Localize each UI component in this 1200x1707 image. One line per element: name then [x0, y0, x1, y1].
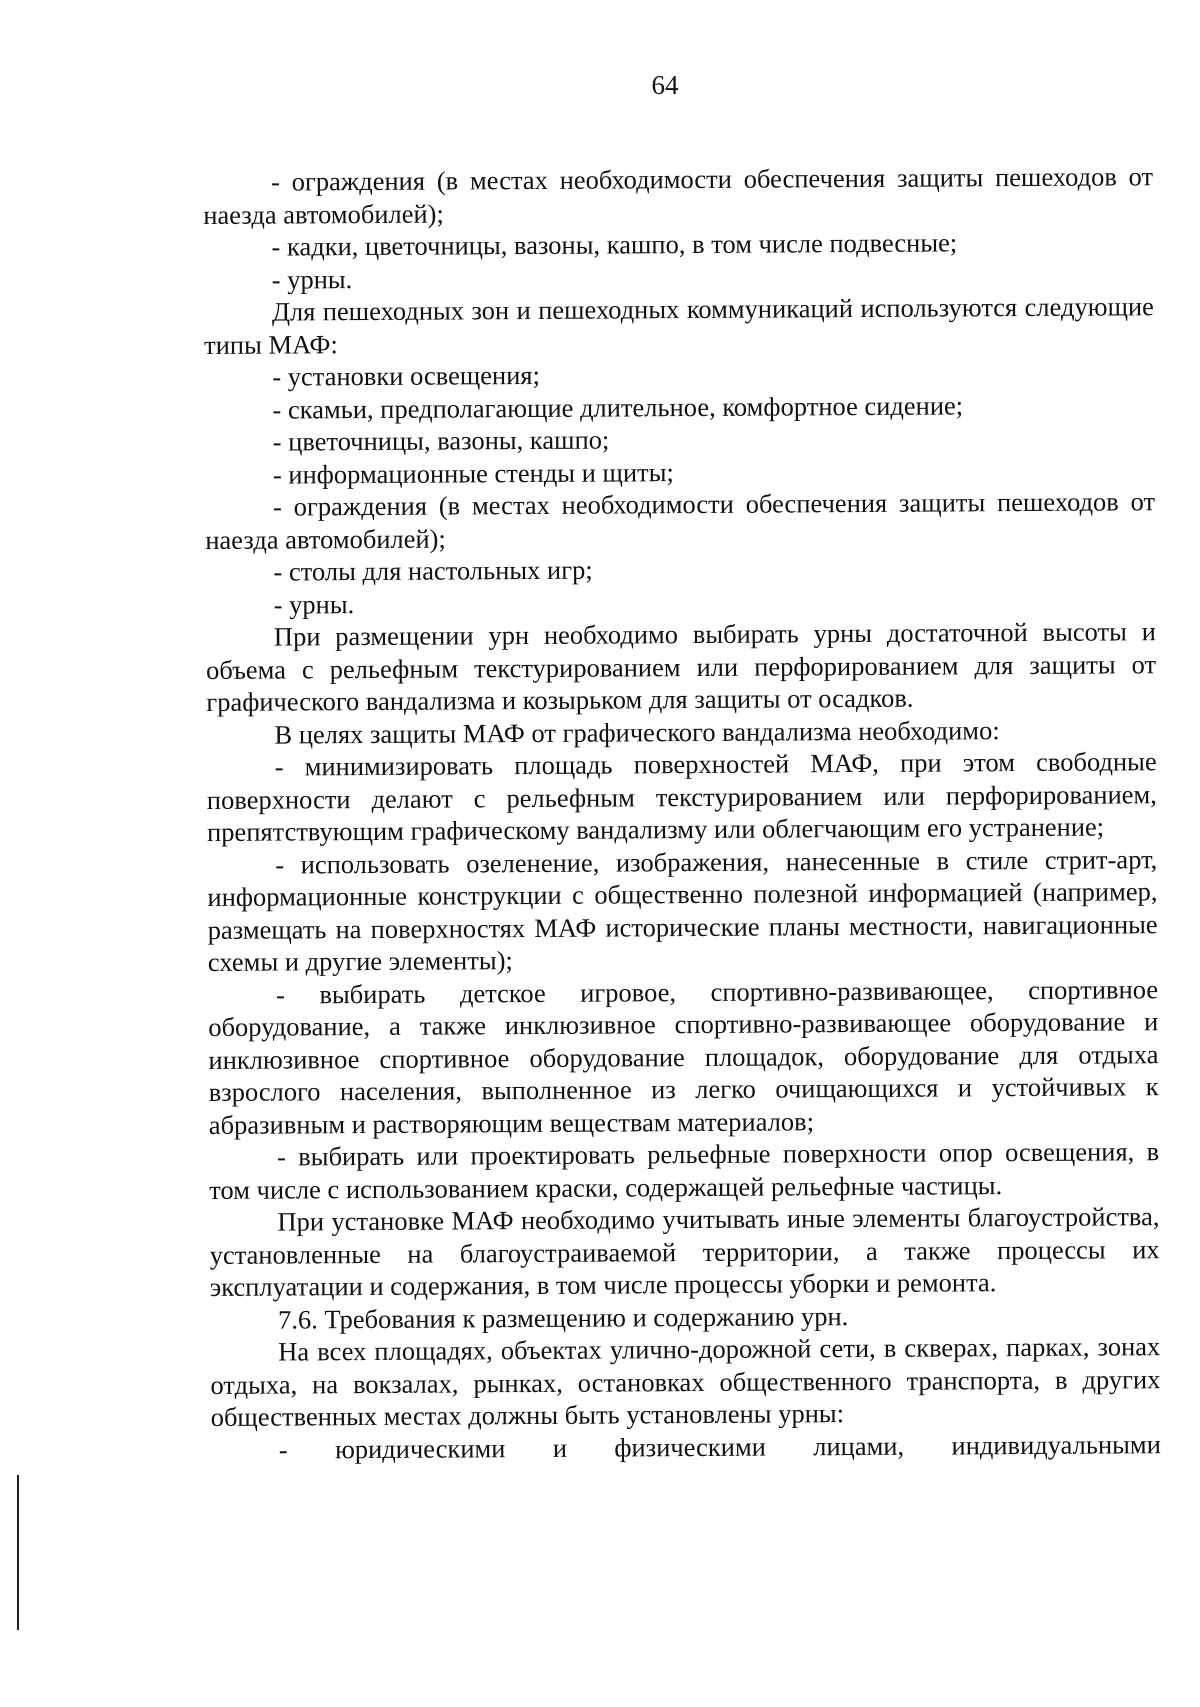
paragraph: Для пешеходных зон и пешеходных коммуникаций используются следующие типы МАФ:: [203, 291, 1154, 360]
paragraph: - урны.: [273, 588, 355, 620]
section-heading: 7.6. Требования к размещению и содержанию урн.: [277, 1300, 849, 1335]
paragraph: - юридическими и физическими лицами, индивидуальными: [278, 1428, 1161, 1465]
scan-margin-line: [17, 1475, 19, 1630]
paragraph: - урны.: [271, 263, 353, 295]
page-number: 64: [651, 70, 679, 100]
paragraph: При размещении урн необходимо выбирать урны достаточной высоты и объема с рельефным текстурированием или перфорированием для защиты от графического вандализма и козырьком для защиты от осадков.: [205, 616, 1157, 717]
paragraph: При установке МАФ необходимо учитывать иные элементы благоустройства, установленные на благоустраиваемой территории, а также процессы их эксплуатации и содержания, в том числе процессы уборки и ремонта.: [209, 1201, 1160, 1302]
paragraph: - скамьи, предполагающие длительное, комфортное сидение;: [272, 389, 964, 425]
paragraph: - цветочницы, вазоны, кашпо;: [272, 424, 610, 457]
paragraph: - ограждения (в местах необходимости обеспечения защиты пешеходов от наезда автомобилей);: [205, 486, 1156, 555]
paragraph: - минимизировать площадь поверхностей МАФ, при этом свободные поверхности делают с рельефным текстурированием или перфорированием, препятствующим графическому вандализму или облегчающим его устранение;: [206, 746, 1157, 847]
paragraph: - столы для настольных игр;: [273, 554, 593, 587]
paragraph: - выбирать или проектировать рельефные поверхности опор освещения, в том числе с использованием краски, содержащей рельефные частицы.: [209, 1136, 1160, 1205]
paragraph: - ограждения (в местах необходимости обеспечения защиты пешеходов от наезда автомобилей);: [203, 161, 1154, 230]
paragraph: - информационные стенды и щиты;: [272, 456, 674, 490]
paragraph: В целях защиты МАФ от графического вандализма необходимо:: [274, 714, 1000, 750]
paragraph: На всех площадях, объектах улично-дорожной сети, в скверах, парках, зонах отдыха, на вокзалах, рынках, остановках общественного транспорта, в других общественных местах должны быть установлены урны:: [210, 1331, 1161, 1432]
paragraph: - выбирать детское игровое, спортивно-развивающее, спортивное оборудование, а также инклюзивное спортивно-развивающее оборудование и инклюзивное спортивное оборудование площадок, оборудование для отдыха взрослого населения, выполненное из легко очищающихся и устойчивых к абразивным и растворяющим веществам материалов;: [208, 973, 1159, 1140]
paragraph: - установки освещения;: [272, 359, 541, 392]
paragraph: - кадки, цветочницы, вазоны, кашпо, в том числе подвесные;: [271, 227, 958, 262]
document-body: [203, 160, 1161, 1466]
paragraph: - использовать озеленение, изображения, нанесенные в стиле стрит-арт, информационные конструкции с общественно полезной информацией (например, размещать на поверхностях МАФ исторические планы местности, навигационные схемы и другие элементы);: [207, 843, 1158, 977]
